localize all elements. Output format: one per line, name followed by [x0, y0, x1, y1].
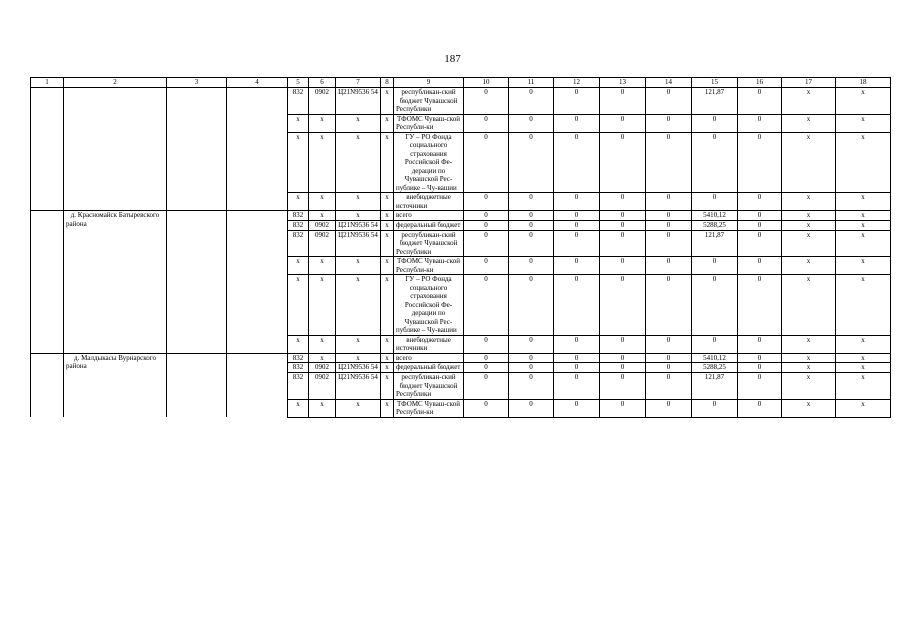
- cell-c10: 0: [464, 230, 509, 257]
- cell-c12: 0: [554, 335, 600, 353]
- cell-c5: 832: [288, 230, 309, 257]
- cell-c13: 0: [600, 399, 646, 417]
- empty-cell: [31, 211, 64, 354]
- cell-c7: Ц21N9536 54: [336, 373, 381, 400]
- cell-c13: 0: [600, 193, 646, 211]
- cell-c8: х: [381, 353, 394, 363]
- cell-c9: республикан-ский бюджет Чувашской Республики: [394, 230, 464, 257]
- cell-c15: 0: [692, 193, 738, 211]
- cell-c13: 0: [600, 220, 646, 230]
- cell-c5: х: [288, 114, 309, 132]
- cell-c17: х: [782, 399, 836, 417]
- empty-cell: [227, 353, 288, 417]
- cell-c16: 0: [738, 373, 782, 400]
- column-header-14: 14: [646, 78, 692, 88]
- column-header-6: 6: [309, 78, 336, 88]
- cell-c6: 0902: [309, 88, 336, 115]
- column-header-17: 17: [782, 78, 836, 88]
- cell-c6: 0902: [309, 363, 336, 373]
- cell-c18: х: [836, 399, 891, 417]
- cell-c7: х: [336, 275, 381, 336]
- cell-c10: 0: [464, 363, 509, 373]
- cell-c16: 0: [738, 399, 782, 417]
- cell-c12: 0: [554, 211, 600, 221]
- cell-c11: 0: [509, 399, 554, 417]
- cell-c10: 0: [464, 132, 509, 193]
- cell-c8: х: [381, 257, 394, 275]
- cell-c18: х: [836, 373, 891, 400]
- cell-c12: 0: [554, 88, 600, 115]
- cell-c13: 0: [600, 230, 646, 257]
- cell-c12: 0: [554, 114, 600, 132]
- cell-c8: х: [381, 211, 394, 221]
- cell-c15: 121,87: [692, 373, 738, 400]
- cell-c10: 0: [464, 373, 509, 400]
- cell-c9: внебюджетные источники: [394, 193, 464, 211]
- cell-c10: 0: [464, 257, 509, 275]
- empty-cell: [167, 211, 227, 354]
- column-header-5: 5: [288, 78, 309, 88]
- cell-c18: х: [836, 132, 891, 193]
- cell-c15: 0: [692, 275, 738, 336]
- cell-c14: 0: [646, 193, 692, 211]
- cell-c15: 5410,12: [692, 353, 738, 363]
- cell-c8: х: [381, 193, 394, 211]
- cell-c14: 0: [646, 257, 692, 275]
- cell-c15: 0: [692, 132, 738, 193]
- column-header-13: 13: [600, 78, 646, 88]
- cell-c9: внебюджетные источники: [394, 335, 464, 353]
- cell-c11: 0: [509, 363, 554, 373]
- cell-c18: х: [836, 211, 891, 221]
- cell-c11: 0: [509, 230, 554, 257]
- cell-c17: х: [782, 275, 836, 336]
- cell-c6: х: [309, 335, 336, 353]
- cell-c11: 0: [509, 88, 554, 115]
- cell-c16: 0: [738, 335, 782, 353]
- cell-c8: х: [381, 132, 394, 193]
- cell-c18: х: [836, 353, 891, 363]
- cell-c6: 0902: [309, 373, 336, 400]
- cell-c6: 0902: [309, 230, 336, 257]
- cell-c11: 0: [509, 193, 554, 211]
- column-header-9: 9: [394, 78, 464, 88]
- cell-c6: х: [309, 211, 336, 221]
- cell-c10: 0: [464, 399, 509, 417]
- cell-c14: 0: [646, 220, 692, 230]
- cell-c7: Ц21N9536 54: [336, 230, 381, 257]
- cell-c14: 0: [646, 88, 692, 115]
- cell-c5: 832: [288, 211, 309, 221]
- column-header-15: 15: [692, 78, 738, 88]
- cell-c9: республикан-ский бюджет Чувашской Республики: [394, 373, 464, 400]
- cell-c10: 0: [464, 193, 509, 211]
- cell-c5: 832: [288, 88, 309, 115]
- table-row: [31, 88, 891, 115]
- cell-c14: 0: [646, 399, 692, 417]
- cell-c11: 0: [509, 373, 554, 400]
- cell-c12: 0: [554, 275, 600, 336]
- cell-c15: 5288,25: [692, 363, 738, 373]
- cell-c15: 5288,25: [692, 220, 738, 230]
- cell-c6: х: [309, 257, 336, 275]
- cell-c15: 121,87: [692, 88, 738, 115]
- cell-c17: х: [782, 132, 836, 193]
- cell-c16: 0: [738, 88, 782, 115]
- cell-c10: 0: [464, 211, 509, 221]
- cell-c16: 0: [738, 193, 782, 211]
- cell-c17: х: [782, 220, 836, 230]
- cell-c9: всего: [394, 211, 464, 221]
- cell-c6: х: [309, 114, 336, 132]
- column-header-18: 18: [836, 78, 891, 88]
- cell-c15: 121,87: [692, 230, 738, 257]
- cell-c12: 0: [554, 399, 600, 417]
- cell-c6: х: [309, 132, 336, 193]
- cell-c16: 0: [738, 230, 782, 257]
- cell-c11: 0: [509, 132, 554, 193]
- cell-c15: 0: [692, 114, 738, 132]
- cell-c6: х: [309, 399, 336, 417]
- cell-c5: 832: [288, 373, 309, 400]
- cell-c14: 0: [646, 335, 692, 353]
- cell-c7: Ц21N9536 54: [336, 363, 381, 373]
- cell-c18: х: [836, 88, 891, 115]
- cell-c5: х: [288, 132, 309, 193]
- cell-c9: республикан-ский бюджет Чувашской Республики: [394, 88, 464, 115]
- cell-c9: ТФОМС Чуваш-ской Республи-ки: [394, 399, 464, 417]
- cell-c8: х: [381, 335, 394, 353]
- cell-c5: 832: [288, 363, 309, 373]
- cell-c8: х: [381, 114, 394, 132]
- cell-c10: 0: [464, 353, 509, 363]
- cell-c13: 0: [600, 363, 646, 373]
- cell-c14: 0: [646, 275, 692, 336]
- cell-c11: 0: [509, 114, 554, 132]
- cell-c10: 0: [464, 114, 509, 132]
- cell-c13: 0: [600, 275, 646, 336]
- cell-c17: х: [782, 353, 836, 363]
- cell-c8: х: [381, 399, 394, 417]
- cell-c11: 0: [509, 211, 554, 221]
- cell-c14: 0: [646, 132, 692, 193]
- cell-c14: 0: [646, 363, 692, 373]
- cell-c17: х: [782, 335, 836, 353]
- cell-c11: 0: [509, 257, 554, 275]
- cell-c18: х: [836, 230, 891, 257]
- cell-c11: 0: [509, 353, 554, 363]
- cell-c8: х: [381, 220, 394, 230]
- cell-c18: х: [836, 275, 891, 336]
- cell-c14: 0: [646, 114, 692, 132]
- cell-c16: 0: [738, 220, 782, 230]
- cell-c6: х: [309, 193, 336, 211]
- empty-cell: [227, 88, 288, 211]
- cell-c16: 0: [738, 132, 782, 193]
- cell-c11: 0: [509, 335, 554, 353]
- cell-c13: 0: [600, 257, 646, 275]
- cell-c12: 0: [554, 373, 600, 400]
- cell-c8: х: [381, 373, 394, 400]
- cell-c5: 832: [288, 353, 309, 363]
- empty-cell: [31, 88, 64, 211]
- cell-c12: 0: [554, 257, 600, 275]
- cell-c9: ТФОМС Чуваш-ской Республи-ки: [394, 114, 464, 132]
- cell-c12: 0: [554, 363, 600, 373]
- location-cell: [64, 88, 167, 211]
- cell-c12: 0: [554, 193, 600, 211]
- cell-c12: 0: [554, 132, 600, 193]
- cell-c7: Ц21N9536 54: [336, 220, 381, 230]
- cell-c5: х: [288, 335, 309, 353]
- cell-c15: 0: [692, 257, 738, 275]
- cell-c14: 0: [646, 211, 692, 221]
- cell-c13: 0: [600, 88, 646, 115]
- column-header-4: 4: [227, 78, 288, 88]
- cell-c6: х: [309, 275, 336, 336]
- cell-c12: 0: [554, 353, 600, 363]
- cell-c14: 0: [646, 353, 692, 363]
- cell-c10: 0: [464, 88, 509, 115]
- cell-c18: х: [836, 220, 891, 230]
- cell-c8: х: [381, 275, 394, 336]
- column-header-16: 16: [738, 78, 782, 88]
- location-cell: д. Красномайск Батыревского района: [64, 211, 167, 354]
- column-header-1: 1: [31, 78, 64, 88]
- cell-c5: х: [288, 193, 309, 211]
- cell-c10: 0: [464, 275, 509, 336]
- table-row: [31, 353, 891, 363]
- column-header-7: 7: [336, 78, 381, 88]
- cell-c5: х: [288, 275, 309, 336]
- cell-c17: х: [782, 88, 836, 115]
- cell-c8: х: [381, 88, 394, 115]
- cell-c13: 0: [600, 335, 646, 353]
- cell-c15: 5410,12: [692, 211, 738, 221]
- cell-c6: 0902: [309, 220, 336, 230]
- cell-c18: х: [836, 193, 891, 211]
- cell-c9: федеральный бюджет: [394, 220, 464, 230]
- cell-c16: 0: [738, 363, 782, 373]
- cell-c16: 0: [738, 353, 782, 363]
- cell-c7: х: [336, 211, 381, 221]
- cell-c17: х: [782, 211, 836, 221]
- cell-c9: федеральный бюджет: [394, 363, 464, 373]
- budget-table: [30, 77, 891, 418]
- page-number: 187: [444, 53, 461, 65]
- cell-c5: х: [288, 257, 309, 275]
- cell-c7: х: [336, 132, 381, 193]
- cell-c18: х: [836, 363, 891, 373]
- cell-c7: х: [336, 353, 381, 363]
- column-header-8: 8: [381, 78, 394, 88]
- column-header-10: 10: [464, 78, 509, 88]
- cell-c7: х: [336, 335, 381, 353]
- cell-c13: 0: [600, 373, 646, 400]
- cell-c12: 0: [554, 220, 600, 230]
- cell-c13: 0: [600, 353, 646, 363]
- cell-c7: х: [336, 114, 381, 132]
- cell-c17: х: [782, 363, 836, 373]
- cell-c9: ГУ – РО Фонда социального страхования Российской Фе-дерации по Чувашской Рес-публике – Чу-вашии: [394, 132, 464, 193]
- cell-c17: х: [782, 373, 836, 400]
- cell-c10: 0: [464, 335, 509, 353]
- cell-c12: 0: [554, 230, 600, 257]
- column-header-row: [31, 78, 891, 88]
- cell-c11: 0: [509, 275, 554, 336]
- empty-cell: [227, 211, 288, 354]
- cell-c11: 0: [509, 220, 554, 230]
- empty-cell: [31, 353, 64, 417]
- cell-c13: 0: [600, 211, 646, 221]
- cell-c5: х: [288, 399, 309, 417]
- cell-c5: 832: [288, 220, 309, 230]
- cell-c7: х: [336, 257, 381, 275]
- cell-c9: всего: [394, 353, 464, 363]
- cell-c18: х: [836, 257, 891, 275]
- cell-c13: 0: [600, 132, 646, 193]
- cell-c10: 0: [464, 220, 509, 230]
- cell-c17: х: [782, 114, 836, 132]
- cell-c17: х: [782, 193, 836, 211]
- cell-c9: ТФОМС Чуваш-ской Республи-ки: [394, 257, 464, 275]
- empty-cell: [167, 88, 227, 211]
- cell-c7: х: [336, 399, 381, 417]
- cell-c8: х: [381, 363, 394, 373]
- cell-c14: 0: [646, 230, 692, 257]
- cell-c7: Ц21N9536 54: [336, 88, 381, 115]
- location-cell: д. Малдыкасы Вурнарского района: [64, 353, 167, 417]
- cell-c18: х: [836, 114, 891, 132]
- cell-c8: х: [381, 230, 394, 257]
- cell-c7: х: [336, 193, 381, 211]
- cell-c6: х: [309, 353, 336, 363]
- column-header-2: 2: [64, 78, 167, 88]
- empty-cell: [167, 353, 227, 417]
- cell-c16: 0: [738, 114, 782, 132]
- cell-c16: 0: [738, 211, 782, 221]
- column-header-12: 12: [554, 78, 600, 88]
- cell-c17: х: [782, 230, 836, 257]
- cell-c16: 0: [738, 275, 782, 336]
- cell-c13: 0: [600, 114, 646, 132]
- column-header-3: 3: [167, 78, 227, 88]
- cell-c17: х: [782, 257, 836, 275]
- cell-c15: 0: [692, 399, 738, 417]
- cell-c9: ГУ – РО Фонда социального страхования Российской Фе-дерации по Чувашской Рес-публике – Чу-вашии: [394, 275, 464, 336]
- column-header-11: 11: [509, 78, 554, 88]
- cell-c15: 0: [692, 335, 738, 353]
- cell-c18: х: [836, 335, 891, 353]
- cell-c16: 0: [738, 257, 782, 275]
- cell-c14: 0: [646, 373, 692, 400]
- table-row: [31, 211, 891, 221]
